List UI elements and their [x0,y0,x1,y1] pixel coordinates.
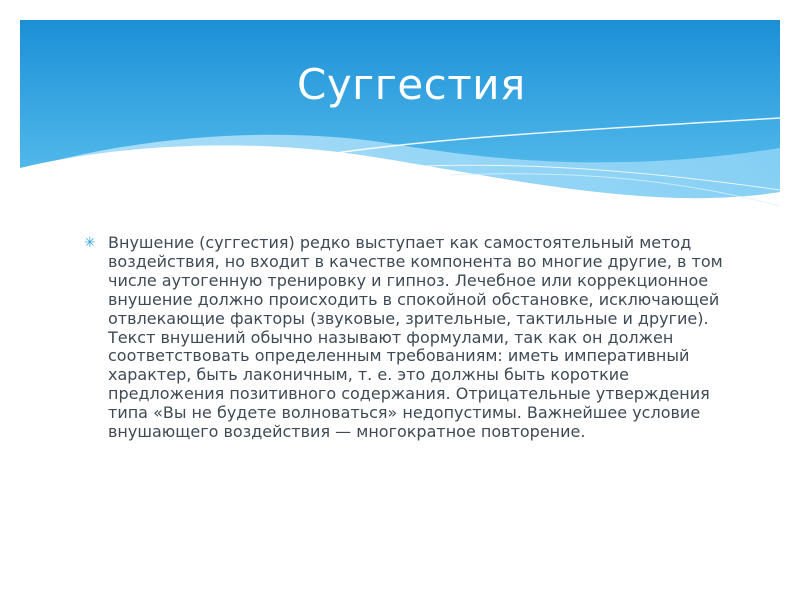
bullet-item [84,234,724,442]
asterisk-bullet-icon: ✳ [84,235,96,251]
header-wave-background [20,20,780,220]
bullet-text: Внушение (суггестия) редко выступает как самостоятельный метод воздействия, но входит в качестве компонента во многие другие, в том числе аутогенную тренировку и гипноз. Лечебное или коррекционное внушение должно происходить в спокойной обстановке, исключающей отвлекающие факторы (звуковые, зрительные, тактильные и другие). Текст внушений обычно называют формулами, так как он должен соответствовать определенным требованиям: иметь императивный характер, быть лаконичным, т. е. это должны быть короткие предложения позитивного содержания. Отрицательные утверждения типа «Вы не будете волноваться» недопустимы. Важнейшее условие внушающего воздействия — многократное повторение. [108,233,723,442]
slide-title: Суггестия [297,60,526,109]
